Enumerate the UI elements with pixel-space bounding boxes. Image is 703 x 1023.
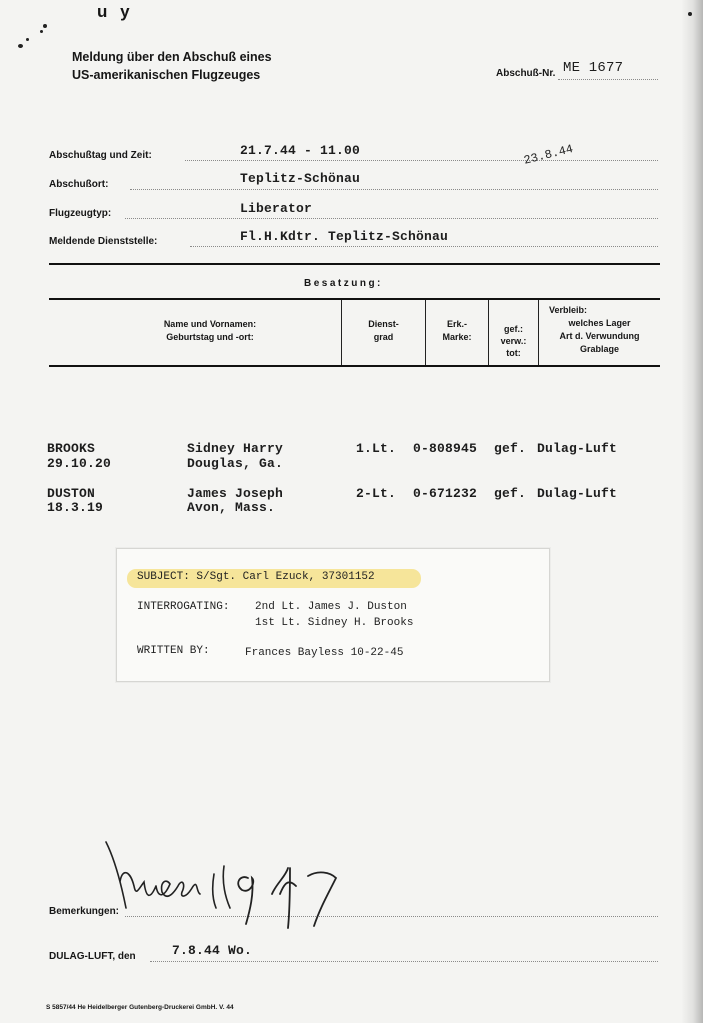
crew-rank: 2-Lt. <box>356 486 397 501</box>
field-value-location: Teplitz-Schönau <box>240 171 361 186</box>
crew-surname: BROOKS <box>47 441 96 456</box>
field-label-reporting-unit: Meldende Dienststelle: <box>49 236 158 247</box>
ink-speck <box>26 38 29 41</box>
slip-written-value: Frances Bayless 10-22-45 <box>245 647 404 659</box>
remarks-label: Bemerkungen: <box>49 906 120 917</box>
crew-status: gef. <box>494 486 527 501</box>
dulag-value: 7.8.44 Wo. <box>172 943 253 958</box>
top-mark: u y <box>97 2 134 21</box>
page-edge-shadow <box>681 0 703 1023</box>
crew-rank: 1.Lt. <box>356 441 397 456</box>
crew-id-tag: 0-671232 <box>413 486 478 501</box>
crew-surname: DUSTON <box>47 486 96 501</box>
crew-given-names: Sidney Harry <box>187 441 284 456</box>
col-header-status: gef.: verw.: tot: <box>500 324 527 358</box>
divider <box>49 263 660 265</box>
interrogation-slip <box>116 548 550 682</box>
form-title-line2: US-amerikanischen Flugzeuges <box>72 68 261 82</box>
printer-imprint: S 5857/44 He Heidelberger Gutenberg-Druckerei GmbH. V. 44 <box>46 1004 234 1011</box>
ink-speck <box>18 44 23 48</box>
crew-title: Besatzung: <box>304 278 383 289</box>
col-header-name: Name und Vornamen: Geburtstag und -ort: <box>163 319 257 342</box>
col-header-id-tag: Erk.- Marke: <box>442 319 472 342</box>
ink-speck <box>43 24 47 28</box>
shootdown-number-value: ME 1677 <box>563 60 624 76</box>
crew-id-tag: 0-808945 <box>413 441 478 456</box>
handwritten-signature <box>100 838 360 933</box>
col-header-rank: Dienst- grad <box>368 319 399 342</box>
slip-subject: SUBJECT: S/Sgt. Carl Ezuck, 37301152 <box>137 571 375 583</box>
slip-interrogator-1: 2nd Lt. James J. Duston <box>255 601 407 613</box>
crew-birthplace: Douglas, Ga. <box>187 456 284 471</box>
crew-fate: Dulag-Luft <box>537 441 618 456</box>
field-label-location: Abschußort: <box>49 179 109 190</box>
shootdown-number-label: Abschuß-Nr. <box>496 68 556 79</box>
crew-fate: Dulag-Luft <box>537 486 618 501</box>
dulag-label: DULAG-LUFT, den <box>49 951 136 962</box>
slip-written-label: WRITTEN BY: <box>137 645 210 657</box>
slip-interrogating-label: INTERROGATING: <box>137 601 230 613</box>
ink-speck <box>40 30 43 33</box>
form-title-line1: Meldung über den Abschuß eines <box>72 50 272 64</box>
slip-interrogator-2: 1st Lt. Sidney H. Brooks <box>255 617 414 629</box>
crew-birth: 18.3.19 <box>47 500 104 515</box>
field-label-date-time: Abschußtag und Zeit: <box>49 150 152 161</box>
field-label-aircraft-type: Flugzeugtyp: <box>49 208 112 219</box>
field-value-date-time: 21.7.44 - 11.00 <box>240 143 361 158</box>
crew-status: gef. <box>494 441 527 456</box>
table-bottom-rule <box>49 365 660 367</box>
crew-birth: 29.10.20 <box>47 456 112 471</box>
table-top-rule <box>49 298 660 300</box>
col-header-fate: Verbleib: welches Lager Art d. Verwundung Grablage <box>549 305 640 354</box>
date-stamp: 23.8.44 <box>522 142 575 168</box>
crew-given-names: James Joseph <box>187 486 284 501</box>
crew-birthplace: Avon, Mass. <box>187 500 276 515</box>
field-value-aircraft-type: Liberator <box>240 201 313 216</box>
field-value-reporting-unit: Fl.H.Kdtr. Teplitz-Schönau <box>240 229 449 244</box>
